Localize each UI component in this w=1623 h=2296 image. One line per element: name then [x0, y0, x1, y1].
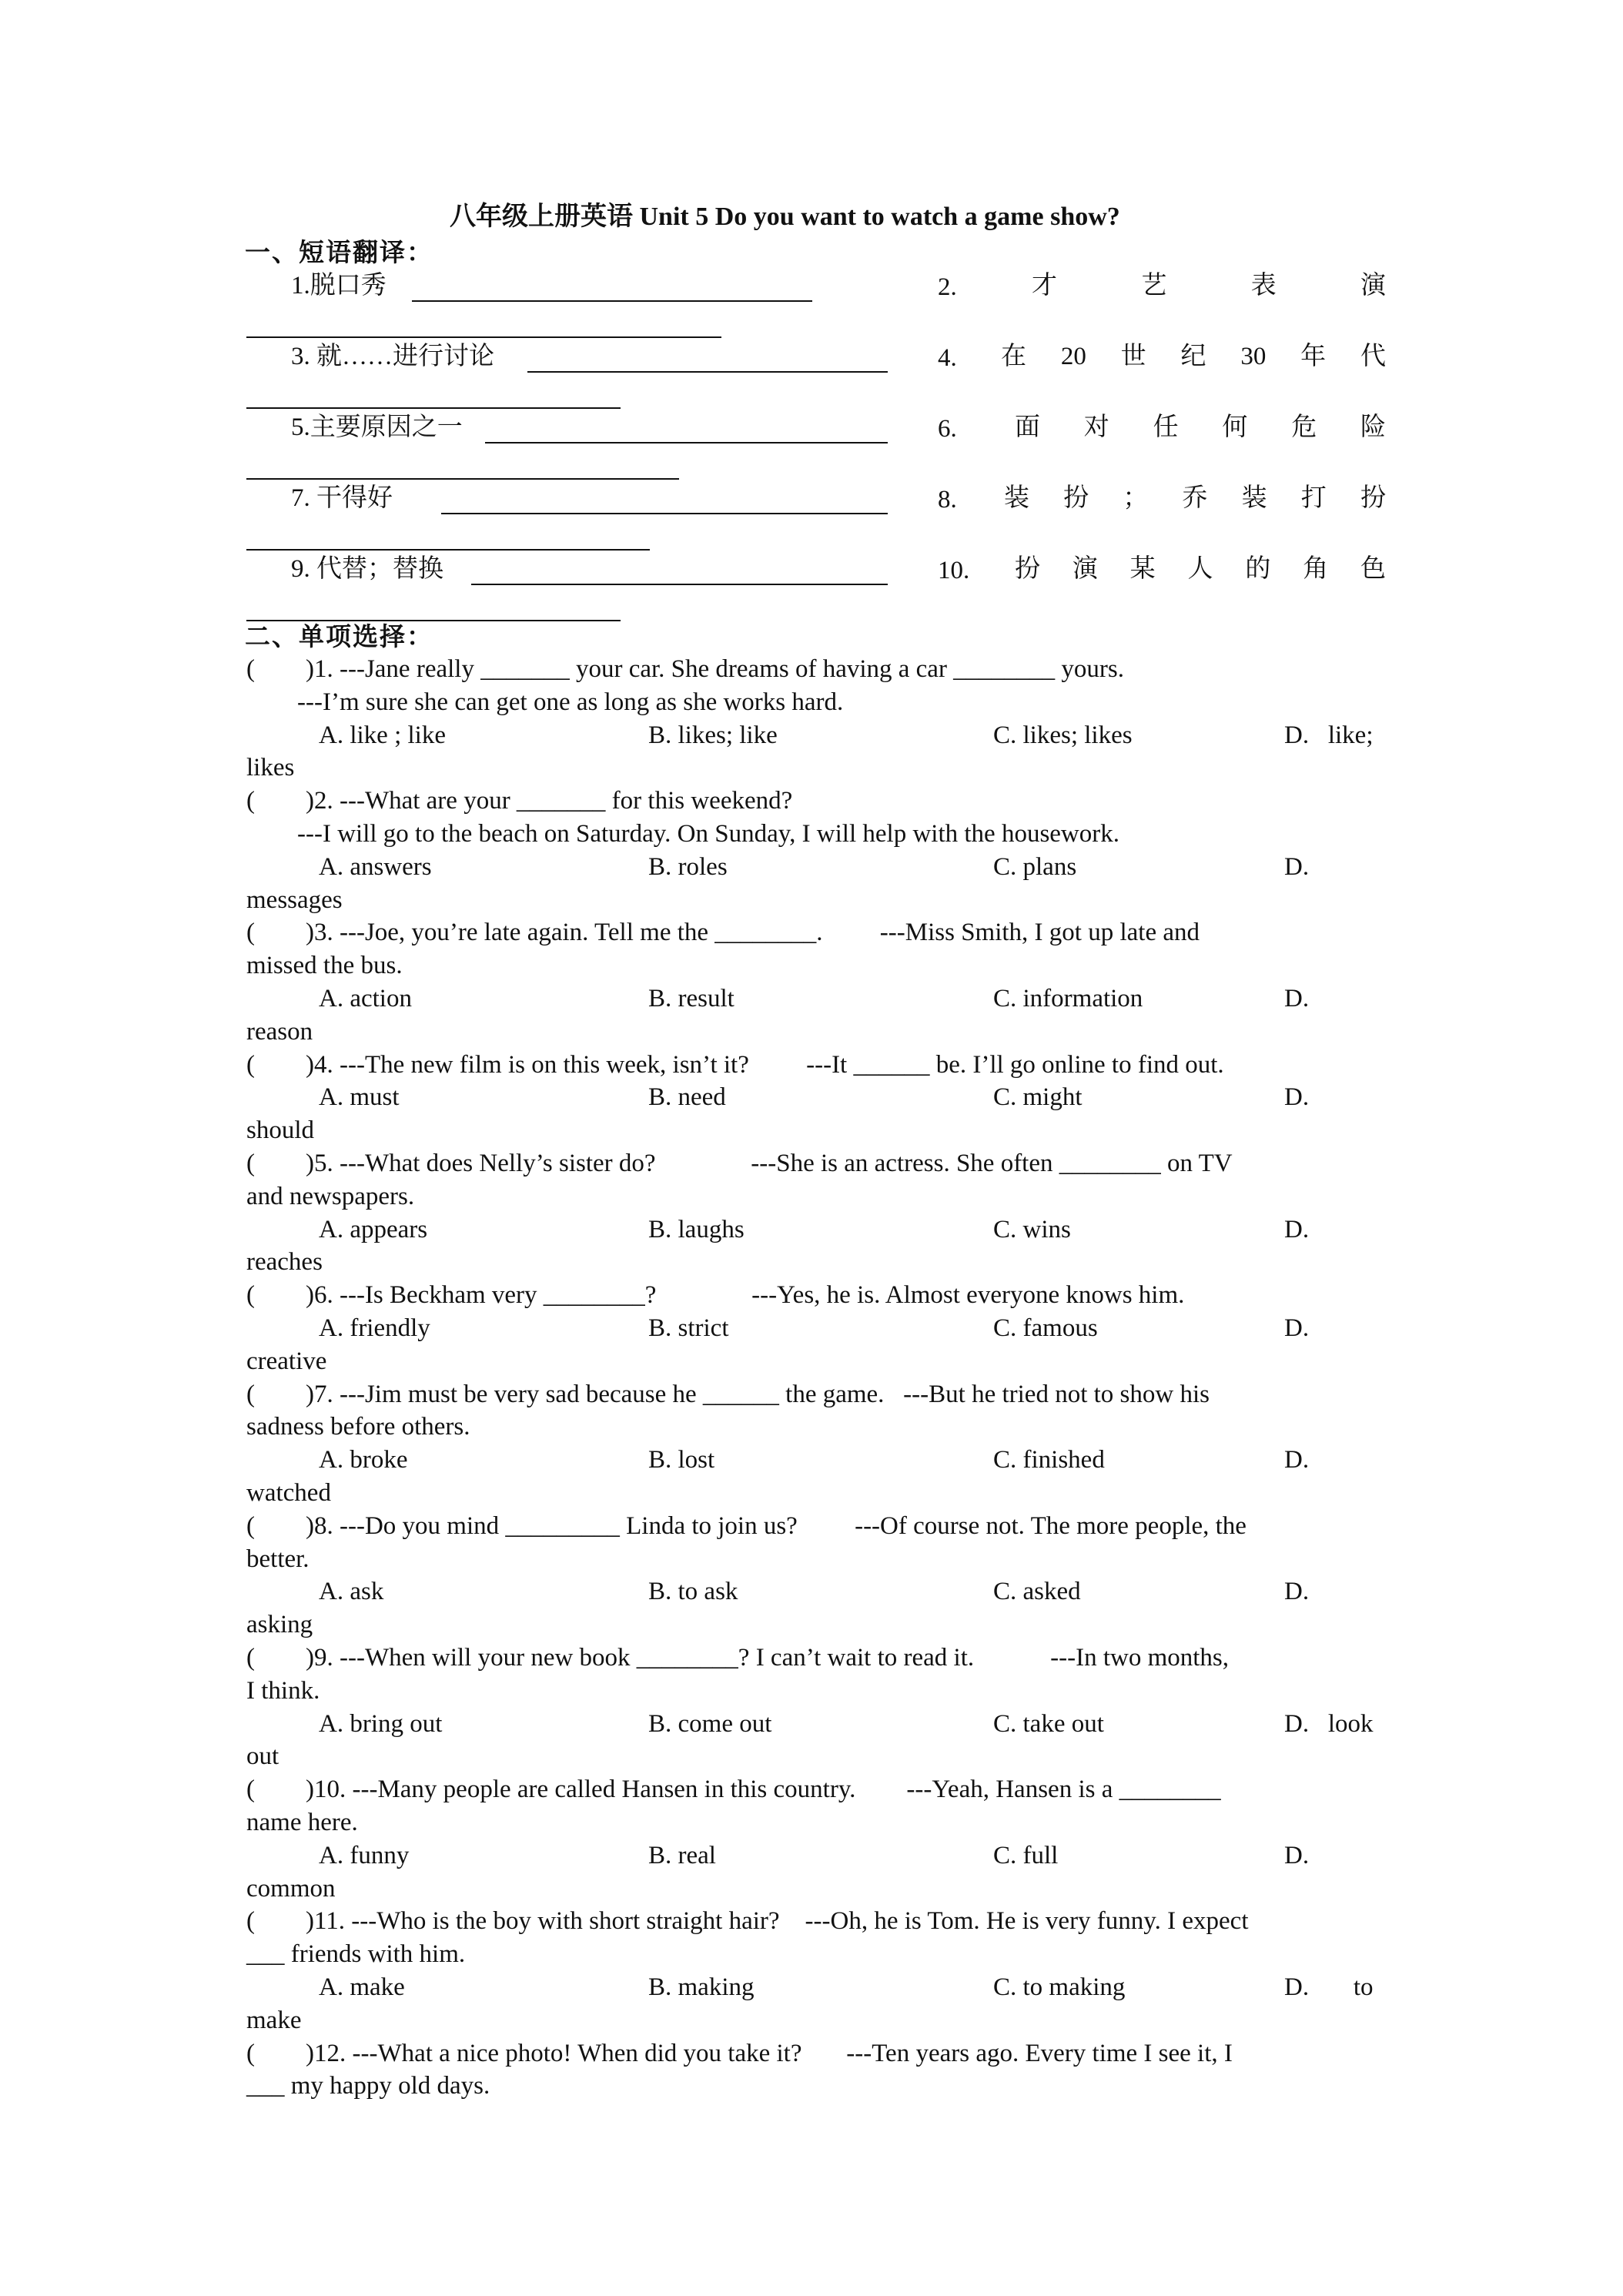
phrase-char: 对 [1083, 413, 1109, 441]
phrase-char: 扮 [1360, 484, 1386, 512]
option-d[interactable]: D. look [1284, 1709, 1374, 1738]
option-c[interactable]: C. information [993, 985, 1143, 1012]
phrase-char: 险 [1360, 413, 1386, 441]
phrase-char: 危 [1291, 413, 1317, 441]
question-stem: ( )1. ---Jane really _______ your car. She dreams of having a car ________ yours. [246, 655, 1125, 683]
option-b[interactable]: B. making [648, 1973, 755, 2001]
option-b[interactable]: B. need [648, 1083, 726, 1112]
question-stem-cont: and newspapers. [246, 1182, 415, 1210]
option-a[interactable]: A. make [319, 1973, 405, 2001]
option-d[interactable]: D. like; [1284, 721, 1374, 749]
question-stem: ( )7. ---Jim must be very sad because he ______ the game. ---But he tried not to show his [246, 1380, 1210, 1408]
option-d-wrap: common [246, 1874, 336, 1903]
option-b[interactable]: B. result [648, 985, 735, 1012]
option-d[interactable]: D. to [1284, 1973, 1374, 2001]
option-d-wrap: reason [246, 1017, 313, 1046]
question-stem: ( )11. ---Who is the boy with short straight hair? ---Oh, he is Tom. He is very funny. I expect [246, 1907, 1249, 1936]
phrase-1-blank[interactable] [412, 300, 812, 302]
option-b[interactable]: B. to ask [648, 1578, 738, 1606]
phrase-char: 色 [1360, 555, 1386, 583]
question-stem: ( )2. ---What are your _______ for this weekend? [246, 787, 793, 815]
phrase-3-blank[interactable] [527, 371, 888, 373]
option-c[interactable]: C. might [993, 1083, 1083, 1112]
section2-heading: 二、单项选择： [245, 624, 433, 651]
section1-heading: 一、短语翻译： [245, 239, 433, 267]
option-d[interactable]: D. [1284, 852, 1310, 881]
option-d-wrap: reaches [246, 1248, 323, 1277]
phrase-char: 人 [1187, 555, 1213, 583]
phrase-10-blank[interactable] [246, 620, 621, 621]
question-stem: ( )4. ---The new film is on this week, isn’t it? ---It ______ be. I’ll go online to find out. [246, 1050, 1224, 1079]
page-title: 八年级上册英语 Unit 5 Do you want to watch a game show? [450, 202, 1120, 231]
phrase-char: 面 [1015, 413, 1040, 441]
option-d[interactable]: D. [1284, 1083, 1310, 1112]
option-b[interactable]: B. lost [648, 1446, 715, 1474]
phrase-char: 代 [1360, 343, 1386, 370]
question-stem-cont: better. [246, 1545, 310, 1573]
phrase-char: 某 [1129, 555, 1156, 583]
phrase-char: 世 [1120, 343, 1146, 370]
option-d-wrap: creative [246, 1347, 327, 1375]
phrase-6-blank[interactable] [246, 478, 679, 480]
phrase-char: 扮 [1063, 484, 1089, 512]
option-b[interactable]: B. real [648, 1841, 716, 1869]
option-a[interactable]: A. like ; like [319, 721, 446, 749]
phrase-4-text [1001, 344, 1386, 370]
question-stem: ( )12. ---What a nice photo! When did you take it? ---Ten years ago. Every time I see it, I [246, 2039, 1233, 2067]
option-a[interactable]: A. funny [319, 1841, 410, 1869]
phrase-6-text [1015, 415, 1386, 440]
option-d-wrap: watched [246, 1479, 331, 1507]
option-d-wrap: likes [246, 754, 295, 782]
phrase-10-text [1015, 557, 1386, 582]
option-c[interactable]: C. to making [993, 1973, 1126, 2001]
phrase-char: 艺 [1141, 272, 1167, 300]
phrase-2-text [1032, 273, 1386, 299]
option-d-wrap: out [246, 1742, 279, 1771]
phrase-char: ； [1123, 484, 1149, 512]
option-b[interactable]: B. likes; like [648, 721, 778, 749]
option-a[interactable]: A. appears [319, 1215, 428, 1243]
phrase-8-label: 8. [938, 486, 957, 514]
option-b[interactable]: B. strict [648, 1314, 729, 1342]
phrase-7-label: 7. 干得好 [291, 484, 393, 512]
phrase-char: 的 [1245, 555, 1271, 583]
phrase-5-blank[interactable] [485, 442, 888, 443]
option-d-wrap: messages [246, 885, 343, 914]
phrase-char: 何 [1222, 413, 1248, 441]
option-a[interactable]: A. answers [319, 852, 432, 881]
phrase-9-label: 9. 代替；替换 [291, 555, 443, 583]
option-c[interactable]: C. full [993, 1841, 1059, 1869]
phrase-char: 乔 [1182, 484, 1208, 512]
option-a[interactable]: A. ask [319, 1578, 384, 1606]
phrase-8-text [1004, 486, 1386, 511]
question-stem: ( )8. ---Do you mind _________ Linda to join us? ---Of course not. The more people, the [246, 1511, 1247, 1540]
question-stem-cont: ---I’m sure she can get one as long as she works hard. [246, 688, 844, 716]
phrase-char: 打 [1300, 484, 1327, 512]
option-d[interactable]: D. [1284, 1841, 1310, 1869]
phrase-2-blank[interactable] [246, 336, 721, 338]
question-stem: ( )5. ---What does Nelly’s sister do? ---She is an actress. She often ________ on TV [246, 1150, 1233, 1177]
option-c[interactable]: C. finished [993, 1446, 1105, 1474]
phrase-char: 装 [1241, 484, 1267, 512]
question-stem-cont: missed the bus. [246, 952, 403, 980]
phrase-7-blank[interactable] [441, 513, 888, 514]
phrase-8-blank[interactable] [246, 549, 650, 551]
question-stem-cont: ___ my happy old days. [246, 2072, 490, 2100]
phrase-char: 演 [1072, 555, 1098, 583]
option-d[interactable]: D. [1284, 1314, 1310, 1342]
option-d[interactable]: D. [1284, 985, 1310, 1012]
option-a[interactable]: A. action [319, 985, 412, 1012]
phrase-char: 表 [1250, 272, 1277, 300]
option-a[interactable]: A. must [319, 1083, 400, 1112]
option-d-wrap: asking [246, 1611, 313, 1639]
phrase-5-label: 5.主要原因之一 [291, 413, 463, 441]
question-stem-cont: ---I will go to the beach on Saturday. On Sunday, I will help with the housework. [246, 820, 1120, 848]
phrase-char: 任 [1153, 413, 1179, 441]
option-d[interactable]: D. [1284, 1578, 1310, 1606]
phrase-char: 纪 [1180, 343, 1206, 370]
phrase-char: 在 [1001, 343, 1026, 370]
option-a[interactable]: A. broke [319, 1446, 408, 1474]
phrase-char: 才 [1032, 272, 1057, 300]
question-stem: ( )3. ---Joe, you’re late again. Tell me the ________. ---Miss Smith, I got up late and [246, 919, 1200, 947]
phrase-1-label: 1.脱口秀 [291, 272, 387, 300]
question-stem-cont: name here. [246, 1809, 358, 1836]
phrase-2-label: 2. [938, 273, 957, 301]
option-b[interactable]: B. roles [648, 852, 728, 881]
option-b[interactable]: B. laughs [648, 1215, 745, 1243]
option-d[interactable]: D. [1284, 1215, 1310, 1243]
phrase-3-label: 3. 就……进行讨论 [291, 343, 494, 370]
question-stem-cont: ___ friends with him. [246, 1940, 466, 1969]
option-b[interactable]: B. come out [648, 1709, 772, 1738]
option-c[interactable]: C. plans [993, 852, 1077, 881]
phrase-4-blank[interactable] [246, 407, 621, 409]
phrase-char: 扮 [1015, 555, 1040, 583]
option-c[interactable]: C. asked [993, 1578, 1081, 1606]
question-stem: ( )6. ---Is Beckham very ________? ---Yes, he is. Almost everyone knows him. [246, 1281, 1185, 1310]
option-d-wrap: should [246, 1116, 315, 1145]
phrase-char: 装 [1004, 484, 1029, 512]
option-c[interactable]: C. take out [993, 1709, 1104, 1738]
question-stem: ( )10. ---Many people are called Hansen in this country. ---Yeah, Hansen is a ________ [246, 1776, 1221, 1804]
option-d-wrap: make [246, 2006, 302, 2034]
question-stem: ( )9. ---When will your new book ________? I can’t wait to read it. ---In two months, [246, 1644, 1230, 1672]
phrase-10-label: 10. [938, 557, 970, 584]
option-c[interactable]: C. famous [993, 1314, 1098, 1342]
phrase-char: 演 [1360, 272, 1386, 300]
phrase-6-label: 6. [938, 415, 957, 443]
option-a[interactable]: A. bring out [319, 1709, 443, 1738]
option-d[interactable]: D. [1284, 1446, 1310, 1474]
option-c[interactable]: C. wins [993, 1215, 1071, 1243]
option-c[interactable]: C. likes; likes [993, 721, 1133, 749]
phrase-char: 角 [1303, 555, 1329, 583]
question-stem-cont: sadness before others. [246, 1413, 470, 1441]
phrase-char: 30 [1240, 343, 1267, 370]
phrase-char: 20 [1060, 343, 1086, 370]
question-stem-cont: I think. [246, 1676, 320, 1705]
phrase-9-blank[interactable] [471, 584, 888, 585]
option-a[interactable]: A. friendly [319, 1314, 430, 1342]
phrase-4-label: 4. [938, 344, 957, 372]
phrase-char: 年 [1300, 343, 1327, 370]
